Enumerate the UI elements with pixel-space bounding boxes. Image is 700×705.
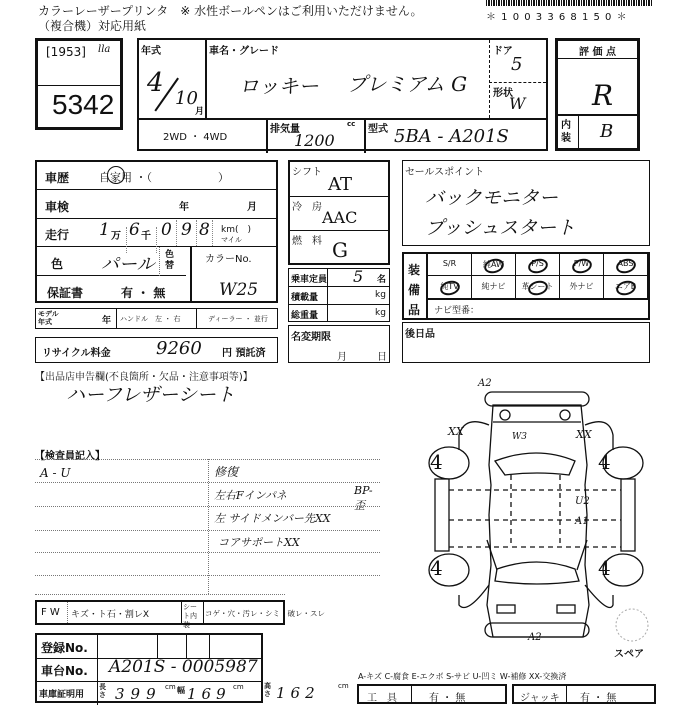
length-unit: cm (165, 683, 176, 691)
interior-score: B (600, 121, 614, 142)
seat-items: コゲ・穴・汚レ・シミ・破レ・スレ (205, 609, 325, 618)
year-value: 4 (147, 68, 164, 98)
displacement-unit: cc (347, 120, 356, 128)
ac-label: 冷 房 (292, 202, 322, 213)
fw-label: F W (41, 607, 60, 618)
gross-label: 総重量 (291, 311, 319, 321)
specs-box (288, 160, 390, 265)
car-grade: プレミアム G (347, 72, 468, 96)
sales-line-1: バックモニター (425, 187, 559, 209)
recycle-unit: 円 預託済 (222, 348, 266, 359)
equipment-grid (428, 254, 648, 298)
diagram-windshield: W3 (512, 432, 527, 442)
inspector-note-4: コアサポートXX (218, 536, 300, 549)
vehicle-box (137, 38, 548, 151)
overall-score: R (592, 79, 614, 112)
equipment-item-label: 外ナビ (569, 282, 594, 291)
equipment-item-label: 純AW (483, 260, 504, 269)
diagram-door-u: U2 (575, 496, 590, 507)
header-note-2: （複合機）対応用紙 (38, 19, 147, 33)
diagram-door-a: A1 (575, 516, 589, 527)
damage-legend: A-キズ C-腐食 E-エクボ S-サビ U-凹ミ W-補修 XX-交換済 (358, 672, 567, 681)
sales-label: セールスポイント (405, 167, 485, 178)
mileage-unit: km( ) (221, 225, 252, 235)
equipment-item (516, 276, 560, 298)
fuel-value: G (332, 238, 348, 262)
jack-value: 有 ・ 無 (580, 693, 617, 704)
lot-mark: lla (98, 44, 111, 55)
circle-mark-icon (527, 257, 550, 276)
equipment-item (516, 254, 560, 276)
registration-label: 登録No. (41, 641, 88, 655)
seller-declaration-label: 【出品店申告欄(不良箇所・欠品・注意事項等)】 (35, 372, 253, 383)
equipment-label: 装備品 (408, 263, 421, 317)
drive-type: 2WD ・ 4WD (163, 132, 228, 143)
equipment-item-label: S/R (442, 259, 457, 268)
capacity-value: 5 (353, 267, 364, 286)
handle-side: ハンドル 左 ・ 右 (120, 315, 181, 323)
lot-number: 5342 (52, 89, 115, 120)
history-circle-mark-icon (107, 166, 125, 184)
equipment-item (560, 254, 604, 276)
chassis-number: A201S - 0005987 (109, 657, 258, 677)
later-items-box (402, 322, 650, 363)
diagram-tire-rr: 4 (598, 556, 611, 580)
barcode (486, 0, 652, 6)
model-year-unit: 年 (102, 316, 112, 326)
height-label: 高さ (264, 682, 271, 698)
seat-label: シート内装 (183, 603, 197, 629)
car-name: ロッキー (239, 74, 319, 98)
year-label: 年式 (141, 46, 161, 57)
jack-label: ジャッキ (520, 693, 560, 704)
navi-model-label: ナビ型番： (434, 306, 480, 316)
model-row (35, 308, 278, 329)
history-label: 車歴 (45, 171, 70, 185)
inspection-label: 車検 (45, 200, 70, 214)
recycle-box (35, 337, 278, 363)
shift-label: シフト (292, 167, 322, 178)
sales-line-2: プッシュスタート (425, 217, 576, 239)
warranty-label: 保証書 (47, 286, 84, 300)
equipment-item-label: エアB (614, 282, 637, 291)
length-label: 長さ (99, 683, 106, 699)
diagram-front-bumper: A2 (478, 378, 492, 389)
score-box (555, 38, 640, 151)
garage-label: 車庫証明用 (39, 690, 85, 700)
inspector-note-2: 左右Fインパネ (214, 489, 287, 502)
equipment-item (472, 254, 516, 276)
gross-unit: kg (375, 308, 386, 318)
displacement-label: 排気量 (270, 124, 300, 135)
equipment-item-label: P/S (531, 259, 544, 268)
history-box (35, 160, 278, 303)
diagram-tire-fr: 4 (598, 450, 611, 474)
rename-day: 日 (377, 352, 387, 363)
recycle-label: リサイクル料金 (42, 348, 111, 359)
equipment-item (604, 254, 648, 276)
door-value: 5 (511, 54, 523, 75)
shift-value: AT (328, 174, 353, 195)
color-no-value: W25 (219, 280, 259, 300)
equipment-item (428, 276, 472, 298)
rename-box (288, 325, 390, 363)
barcode-number: ＊ 1 0 0 3 3 6 8 1 5 0 ＊ (486, 12, 628, 23)
mileage-label: 走行 (45, 228, 70, 242)
later-items-label: 後日品 (405, 329, 435, 340)
mileage-digits: 1 万 6 千 0 9 8 (99, 220, 213, 246)
inspector-note-bp: BP-歪 (354, 484, 373, 512)
load-label: 積載量 (291, 293, 319, 303)
lot-code: [1953] (46, 45, 86, 59)
chassis-label: 車台No. (41, 664, 88, 678)
name-label: 車名・グレード (209, 46, 279, 57)
spare-tire-icon (614, 607, 650, 643)
tools-box (357, 684, 507, 704)
inspector-note-3: 左 サイドメンバー先XX (214, 512, 331, 525)
door-label: ドア (493, 46, 513, 57)
equipment-item-label: ABS (617, 259, 634, 268)
inspector-left-note: A - U (40, 466, 71, 480)
month-unit: 月 (195, 107, 205, 117)
diagram-fender-right: XX (576, 428, 592, 441)
recycle-amount: 9260 (156, 338, 202, 359)
model-year-label: モデル年式 (38, 310, 59, 326)
fw-row (35, 600, 325, 629)
color-value: パール (101, 254, 155, 275)
equipment-item-label: 純TV (440, 282, 459, 291)
equipment-box (402, 252, 650, 320)
jack-box (512, 684, 656, 704)
ac-value: AAC (322, 208, 358, 227)
color-change-label: 色替 (165, 250, 175, 271)
color-no-label: カラーNo. (205, 254, 252, 265)
rename-label: 名変期限 (291, 332, 331, 343)
height-value: 162 (276, 684, 320, 702)
capacity-box (288, 268, 390, 322)
warranty-value: 有 ・ 無 (121, 286, 166, 300)
equipment-item-label: 純ナビ (481, 282, 506, 291)
shape-label: 形状 (493, 88, 513, 99)
inspection-month-unit: 月 (247, 202, 257, 213)
width-label: 幅 (177, 686, 185, 695)
fw-items: キズ・ト石・割レX (71, 610, 149, 620)
seller-declaration-text: ハーフレザーシート (66, 384, 235, 406)
displacement-value: 1200 (294, 131, 335, 150)
inspection-year-unit: 年 (179, 202, 189, 213)
diagram-rear-bumper: A2 (528, 632, 542, 643)
equipment-item (604, 276, 648, 298)
width-value: 169 (187, 685, 231, 703)
tools-value: 有 ・ 無 (429, 693, 466, 704)
color-label: 色 (51, 257, 64, 271)
mileage-unit-mile: マイル (221, 236, 242, 244)
diagram-fender-left: XX (448, 425, 464, 438)
width-unit: cm (233, 683, 244, 691)
tools-label: 工 具 (367, 693, 397, 704)
car-diagram (415, 375, 645, 665)
registration-box (35, 633, 263, 703)
history-value: 自家用 ・（ ） (99, 171, 229, 184)
equipment-item (428, 254, 472, 276)
model-label: 型式 (368, 124, 388, 135)
equipment-item (472, 276, 516, 298)
inspector-label: 【検査員記入】 (35, 451, 105, 462)
spare-label: スペア (614, 649, 644, 660)
equipment-item (560, 276, 604, 298)
height-unit: cm (338, 682, 349, 690)
equipment-item-label: 革シート (521, 282, 554, 291)
equipment-item-label: P/W (573, 259, 590, 268)
header-note: カラーレーザープリンタ ※ 水性ボールペンはご利用いただけません。 (38, 4, 423, 18)
capacity-unit: 名 (377, 275, 387, 285)
inspector-note-1: 修復 (214, 465, 239, 479)
sales-point-box (402, 160, 650, 246)
rename-month: 月 (337, 352, 347, 363)
shape-value: W (509, 94, 526, 113)
score-label: 評 価 点 (579, 47, 616, 58)
fuel-label: 燃 料 (292, 236, 322, 247)
month-value: 10 (175, 88, 198, 109)
capacity-label: 乗車定員 (291, 275, 328, 285)
load-unit: kg (375, 290, 386, 300)
dealer-type: ディーラー ・ 並行 (208, 315, 268, 323)
length-value: 399 (115, 685, 162, 703)
diagram-tire-rl: 4 (430, 556, 443, 580)
lot-box (35, 38, 123, 130)
model-value: 5BA - A201S (394, 126, 509, 147)
diagram-tire-fl: 4 (430, 450, 443, 474)
interior-label: 内装 (561, 120, 571, 144)
